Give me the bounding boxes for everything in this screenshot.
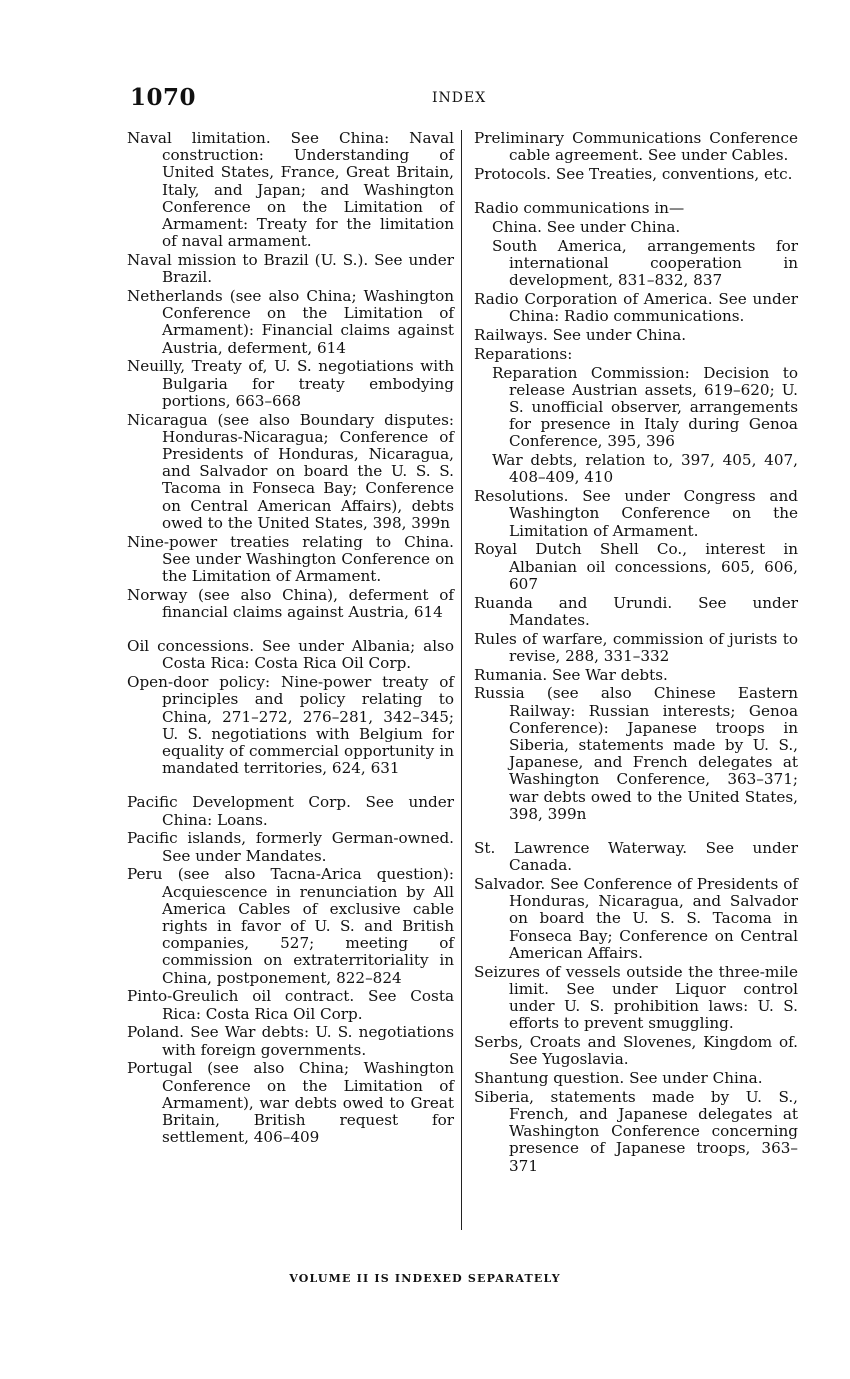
index-entry: Ruanda and Urundi. See under Mandates. [474, 593, 798, 629]
index-entry: Royal Dutch Shell Co., interest in Albanian oil concessions, 605, 606, 607 [474, 540, 798, 593]
index-subentry: War debts, relation to, 397, 405, 407, 408–409, 410 [492, 451, 798, 487]
index-entry: Naval mission to Brazil (U. S.). See under Brazil. [127, 251, 454, 287]
index-entry: Shantung question. See under China. [474, 1069, 763, 1088]
index-entry: Peru (see also Tacna-Arica question): Acquiescence in renunciation by All America Cables of exclusive cable rights in favor of U. S. and British companies, 527; meeting of commission on extraterritoriality in China, postponement, 822–824 [127, 865, 454, 987]
index-column-right [474, 130, 798, 1176]
index-entry: Poland. See War debts: U. S. negotiations with foreign governments. [127, 1023, 454, 1059]
index-entry: Pacific islands, formerly German-owned. See under Mandates. [127, 829, 454, 865]
index-entry: Preliminary Communications Conference cable agreement. See under Cables. [474, 129, 798, 165]
index-entry: Railways. See under China. [474, 326, 687, 344]
index-entry: Nine-power treaties relating to China. See under Washington Conference on the Limitation of Armament. [127, 532, 454, 586]
index-entry: Seizures of vessels outside the three-mile limit. See under Liquor control under U. S. prohibition laws: U. S. efforts to prevent smuggling. [474, 962, 798, 1033]
index-entry: Russia (see also Chinese Eastern Railway: Russian interests; Genoa Conference): Japanese troops in Siberia, statements made by U. S., Japanese, and French delegates at Washington Conference, 363–371; war debts owed to the United States, 398, 399n [474, 684, 798, 823]
index-subentry: China. See under China. [492, 218, 681, 236]
index-entry: St. Lawrence Waterway. See under Canada. [474, 839, 798, 875]
index-subentry: South America, arrangements for international cooperation in development, 831–832, 837 [492, 236, 798, 290]
index-entry: Oil concessions. See under Albania; also Costa Rica: Costa Rica Oil Corp. [127, 637, 454, 673]
running-head: INDEX [432, 90, 487, 106]
index-column-left [127, 130, 454, 1148]
index-entry: Serbs, Croats and Slovenes, Kingdom of. See Yugoslavia. [474, 1033, 798, 1069]
column-divider [461, 130, 462, 1230]
index-entry: Neuilly, Treaty of, U. S. negotiations with Bulgaria for treaty embodying portions, 663–668 [127, 357, 454, 410]
index-entry: Radio communications in— [474, 199, 685, 218]
index-entry: Nicaragua (see also Boundary disputes: Honduras-Nicaragua; Conference of Presidents of Honduras, Nicaragua, and Salvador on board the U. S. S. Tacoma in Fonseca Bay; Conference on Central American Affairs), debts owed to the United States, 398, 399n [127, 410, 454, 532]
index-subentry: Reparation Commission: Decision to release Austrian assets, 619–620; U. S. unofficial observer, arrangements for presence in Italy during Genoa Conference, 395, 396 [492, 363, 798, 451]
page-number: 1070 [130, 84, 197, 111]
index-entry: Pacific Development Corp. See under China: Loans. [127, 793, 454, 829]
index-entry: Salvador. See Conference of Presidents of Honduras, Nicaragua, and Salvador on board the U. S. S. Tacoma in Fonseca Bay; Conference on Central American Affairs. [474, 875, 798, 962]
index-entry: Rules of warfare, commission of jurists to revise, 288, 331–332 [474, 629, 798, 665]
index-entry: Pinto-Greulich oil contract. See Costa Rica: Costa Rica Oil Corp. [127, 987, 454, 1023]
index-entry: Protocols. See Treaties, conventions, etc. [474, 165, 793, 183]
index-entry: Portugal (see also China; Washington Conference on the Limitation of Armament), war debts owed to Great Britain, British request for settlement, 406–409 [127, 1059, 454, 1147]
footer-note: VOLUME II IS INDEXED SEPARATELY [289, 1272, 561, 1285]
index-entry: Radio Corporation of America. See under China: Radio communications. [474, 290, 798, 326]
index-entry: Siberia, statements made by U. S., French, and Japanese delegates at Washington Conference concerning presence of Japanese troops, 363–371 [474, 1087, 798, 1175]
index-entry: Resolutions. See under Congress and Washington Conference on the Limitation of Armament. [474, 487, 798, 540]
index-entry: Norway (see also China), deferment of financial claims against Austria, 614 [127, 585, 454, 622]
index-entry: Open-door policy: Nine-power treaty of principles and policy relating to China, 271–272, 276–281, 342–345; U. S. negotiations with Belgium for equality of commercial opportunity in mandated territories, 624, 631 [127, 673, 454, 778]
index-entry: Netherlands (see also China; Washington Conference on the Limitation of Armament): Financial claims against Austria, deferment, 614 [127, 287, 454, 357]
index-entry: Reparations: [474, 344, 573, 363]
index-entry: Naval limitation. See China: Naval construction: Understanding of United States, France, Great Britain, Italy, and Japan; and Washington Conference on the Limitation of Armament: Treaty for the limitation of naval armament. [127, 129, 454, 251]
index-entry: Rumania. See War debts. [474, 665, 668, 684]
